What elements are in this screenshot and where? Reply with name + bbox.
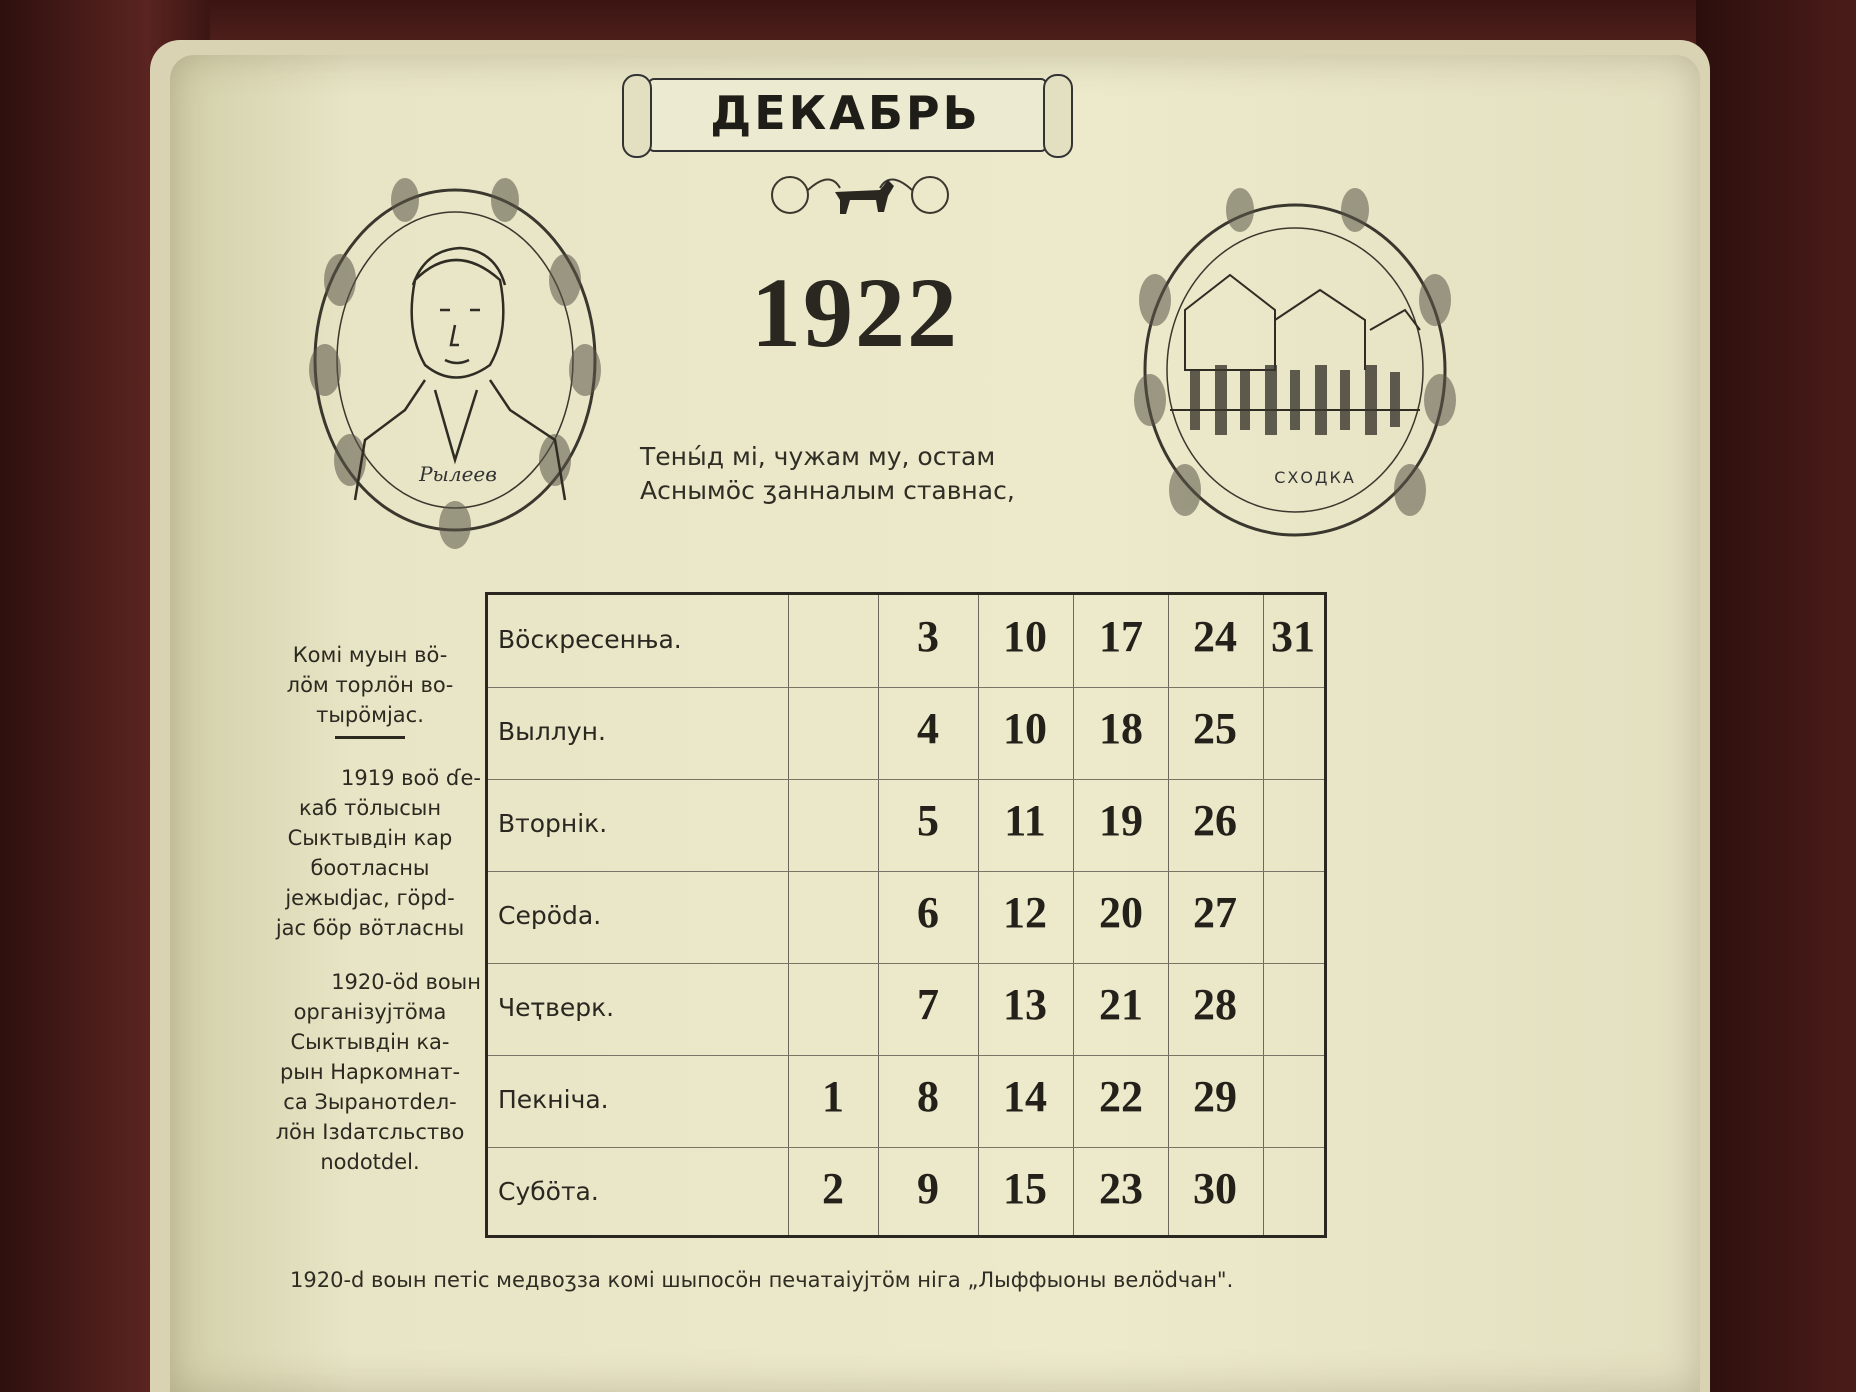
date-cell: 4 <box>917 704 939 753</box>
sidebar-line: лöм торлöн во- <box>286 673 454 697</box>
date-cell: 5 <box>917 796 939 845</box>
sidebar-line: nodotdel. <box>320 1150 420 1174</box>
week-row <box>488 871 1324 963</box>
sidebar-paragraph-1919 <box>245 763 495 943</box>
year-title: 1922 <box>751 257 959 368</box>
sidebar-line: jежыdjас, гöрd- <box>285 886 455 910</box>
weekday-label: Вöскресенња. <box>498 625 682 654</box>
date-cell: 29 <box>1193 1072 1237 1121</box>
sidebar-paragraph-1920 <box>245 967 495 1177</box>
sidebar-rule <box>335 736 405 739</box>
date-cell: 23 <box>1099 1164 1143 1213</box>
sidebar-line: рын Наркомнат- <box>279 1060 461 1084</box>
date-cell: 6 <box>917 888 939 937</box>
calendar-grid <box>485 592 1327 1238</box>
date-cell: 12 <box>1003 888 1047 937</box>
date-cell: 14 <box>1003 1072 1047 1121</box>
weekday-label: Серöda. <box>498 901 602 930</box>
sidebar-line: лöн Ізdатсльство <box>275 1120 465 1144</box>
sidebar-line: Сыктывдін ка- <box>290 1030 450 1054</box>
week-row <box>488 595 1324 687</box>
date-cell: 17 <box>1099 612 1143 661</box>
month-title: ДЕКАБРЬ <box>710 86 981 140</box>
date-cell: 20 <box>1099 888 1143 937</box>
sidebar-notes <box>245 640 495 1201</box>
date-cell: 24 <box>1193 612 1237 661</box>
verse-line: Тены́д мі, чужам му, остам <box>640 442 996 471</box>
date-cell: 19 <box>1099 796 1143 845</box>
week-row <box>488 963 1324 1055</box>
date-cell: 13 <box>1003 980 1047 1029</box>
weekday-label: Пекніча. <box>498 1085 609 1114</box>
date-cell: 25 <box>1193 704 1237 753</box>
date-cell: 28 <box>1193 980 1237 1029</box>
sidebar-line: jас бöр вöтласны <box>275 916 465 940</box>
sidebar-line: Комі муын вö- <box>292 643 448 667</box>
date-cell: 8 <box>917 1072 939 1121</box>
sidebar-line: са Зыранотdел- <box>283 1090 457 1114</box>
portrait-wreath <box>255 80 655 570</box>
date-cell: 9 <box>917 1164 939 1213</box>
week-row <box>488 687 1324 779</box>
background-right <box>1696 0 1856 1392</box>
sidebar-line: боотласны <box>310 856 430 880</box>
verse <box>640 440 1160 508</box>
week-row <box>488 779 1324 871</box>
week-row <box>488 1147 1324 1239</box>
sidebar-line: Сыктывдін кар <box>287 826 453 850</box>
date-cell: 26 <box>1193 796 1237 845</box>
scene-label: СХОДКА <box>1274 468 1356 487</box>
weekday-label: Вторнік. <box>498 809 608 838</box>
date-cell: 10 <box>1003 612 1047 661</box>
date-cell: 11 <box>1004 796 1046 845</box>
sidebar-line: 1920-öd воын <box>331 970 481 994</box>
verse-line: Аснымöс ʒанналым ставнас, <box>640 476 1015 505</box>
date-cell: 18 <box>1099 704 1143 753</box>
date-cell: 3 <box>917 612 939 661</box>
date-cell: 31 <box>1271 612 1315 661</box>
date-cell: 7 <box>917 980 939 1029</box>
week-row <box>488 1055 1324 1147</box>
date-cell: 22 <box>1099 1072 1143 1121</box>
footer-note: 1920-d воын петіс медвоʒза комі шыпосöн печатаiујтöм ніга „Лыффыоны велödчан". <box>290 1268 1234 1292</box>
sidebar-line: 1919 воö ɗе- <box>341 766 481 790</box>
date-cell: 15 <box>1003 1164 1047 1213</box>
sidebar-line: тырöмjас. <box>316 703 424 727</box>
goat-ornament <box>760 150 960 230</box>
weekday-label: Субöта. <box>498 1177 599 1206</box>
date-cell: 10 <box>1003 704 1047 753</box>
date-cell: 1 <box>822 1072 844 1121</box>
date-cell: 21 <box>1099 980 1143 1029</box>
date-cell: 2 <box>822 1164 844 1213</box>
portrait-label: Рылеев <box>419 462 497 486</box>
sidebar-line: організујтöма <box>293 1000 447 1024</box>
date-cell: 27 <box>1193 888 1237 937</box>
weekday-label: Чеҭверк. <box>498 993 615 1022</box>
date-cell: 30 <box>1193 1164 1237 1213</box>
sidebar-line: каб тöлысын <box>298 796 442 820</box>
weekday-label: Выллун. <box>498 717 606 746</box>
